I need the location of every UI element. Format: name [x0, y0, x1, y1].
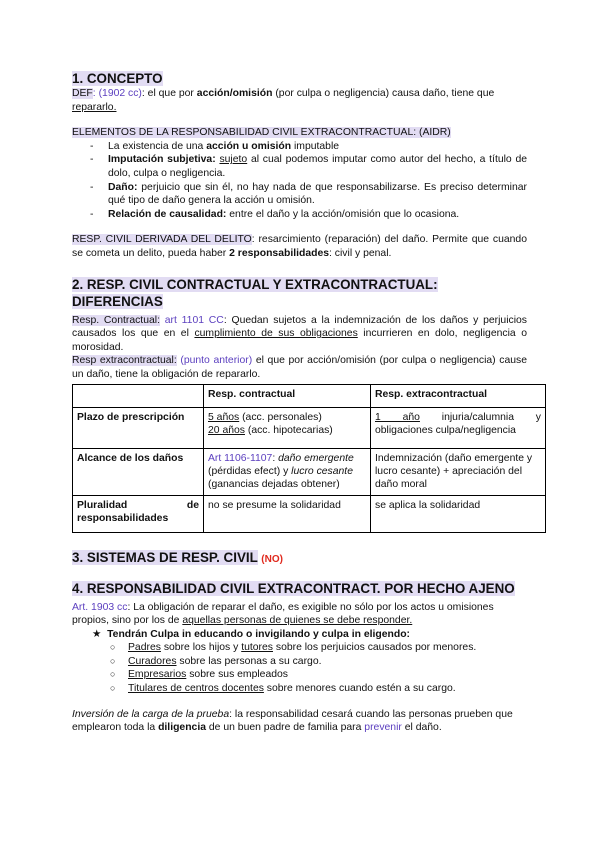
list-item: - Relación de causalidad: entre el daño y la acción/omisión que lo ocasiona.: [88, 208, 527, 222]
table-header: Resp. extracontractual: [371, 384, 546, 407]
list-item: - Imputación subjetiva: sujeto al cual podemos imputar como autor del hecho, a título de dolo, culpa o negligencia.: [88, 153, 527, 180]
section-3-title: 3. SISTEMAS DE RESP. CIVIL (NO): [72, 549, 283, 565]
art-1903-paragraph: Art. 1903 cc: La obligación de reparar el daño, es exigible no sólo por los actos u omisiones propios, sino por los de aquellas personas de quienes se debe responder.: [72, 601, 494, 627]
list-item: ★ Tendrán Culpa in educando o invigilando y culpa in eligendo:: [92, 628, 410, 640]
definition: DEF: (1902 cc): el que por acción/omisión (por culpa o negligencia) causa daño, tiene que repararlo.: [72, 88, 495, 113]
table-row: Alcance de los daños Art 1106-1107: daño emergente (pérdidas efect) y lucro cesante (ganancias dejadas obtener) Indemnización (daño emergente y lucro cesante) + apreciación del daño moral: [73, 448, 546, 495]
list-item: ○ Curadores sobre las personas a su cargo.: [110, 655, 527, 669]
document-page: [72, 70, 541, 735]
list-item: ○ Padres sobre los hijos y tutores sobre los perjuicios causados por menores.: [110, 641, 527, 655]
contractual-paragraph: Resp. Contractual: art 1101 CC: Quedan sujetos a la indemnización de los daños y perjuicios causados los que en el cumplimiento de sus obligaciones incurrieren en dolo, negligencia o morosidad.: [72, 314, 527, 353]
section-2-title: 2. RESP. CIVIL CONTRACTUAL Y EXTRACONTRACTUAL: DIFERENCIAS: [72, 276, 438, 309]
star-list: [72, 628, 527, 642]
extracontractual-paragraph: Resp extracontractual: (punto anterior) el que por acción/omisión (por culpa o negligencia) cause un daño, tiene la obligación de repararlo.: [72, 355, 527, 380]
table-row: Plazo de prescripción 5 años (acc. personales) 20 años (acc. hipotecarias) 1 año injuria/calumnia y obligaciones culpa/negligencia: [73, 407, 546, 448]
table-header: Resp. contractual: [204, 384, 371, 407]
elements-list: [72, 140, 527, 222]
table-row: Pluralidad de responsabilidades no se presume la solidaridad se aplica la solidaridad: [73, 495, 546, 532]
list-item: - Daño: perjuicio que sin él, no hay nada de que responsabilizarse. Es preciso determinar qué tipo de daño genera la acción u omisión.: [88, 181, 527, 208]
elements-title: ELEMENTOS DE LA RESPONSABILIDAD CIVIL EXTRACONTRACTUAL: (AIDR): [72, 127, 451, 139]
section-4-title: 4. RESPONSABILIDAD CIVIL EXTRACONTRACT. POR HECHO AJENO: [72, 580, 515, 596]
delito-paragraph: RESP. CIVIL DERIVADA DEL DELITO: resarcimiento (reparación) del daño. Permite que cuando se cometa un delito, pueda haber 2 responsabilidades: civil y penal.: [72, 234, 527, 259]
list-item: - La existencia de una acción u omisión imputable: [88, 140, 527, 154]
def-label: DEF: [72, 88, 93, 99]
inversion-paragraph: Inversión de la carga de la prueba: la responsabilidad cesará cuando las personas prueben que emplearon toda la diligencia de un buen padre de familia para prevenir el daño.: [72, 708, 513, 734]
def-ref: :: [92, 88, 99, 99]
star-icon: ★: [92, 628, 102, 640]
list-item: ○ Empresarios sobre sus empleados: [110, 668, 527, 682]
table-row: [73, 384, 546, 407]
list-item: ○ Titulares de centros docentes sobre menores cuando estén a su cargo.: [110, 682, 527, 696]
section-3-note: (NO): [261, 553, 283, 565]
section-1-title: 1. CONCEPTO: [72, 71, 163, 86]
differences-table: [72, 384, 546, 533]
def-article: (1902 cc): [98, 88, 142, 99]
sub-list: [72, 641, 527, 695]
